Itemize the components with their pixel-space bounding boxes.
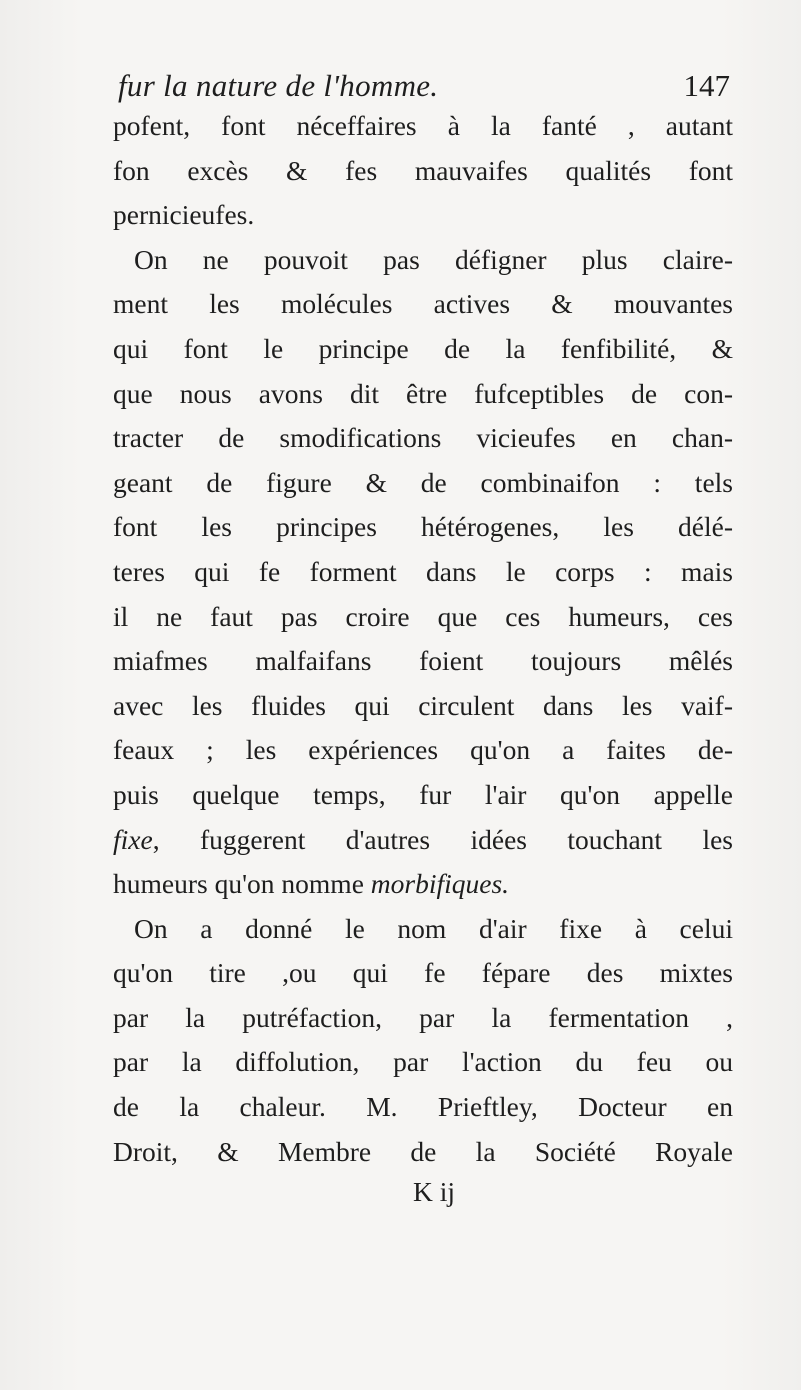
text-line: font les principes hétérogenes, les délé-: [113, 511, 733, 543]
text-line: avec les fluides qui circulent dans les vaif-: [113, 689, 733, 721]
text-line: fon excès & fes mauvaifes qualités font: [113, 154, 733, 186]
italic-term: morbifiques.: [370, 868, 510, 900]
text-line: [113, 862, 733, 907]
text-line: On ne pouvoit pas défigner plus claire-: [134, 243, 733, 275]
text-line: de la chaleur. M. Prieftley, Docteur en: [113, 1091, 733, 1123]
text-line: pofent, font néceffaires à la fanté , autant: [113, 110, 733, 141]
text-line: qui font le principe de la fenfibilité, &: [113, 332, 733, 364]
text-line: [113, 818, 733, 863]
page-header: [118, 68, 730, 108]
text-line: qu'on tire ,ou qui fe fépare des mixtes: [113, 957, 733, 989]
text-segment: , fuggerent d'autres idées touchant les: [152, 823, 733, 855]
text-line: teres qui fe forment dans le corps : mais: [113, 555, 733, 587]
text-line: tracter de smodifications vicieufes en chan-: [113, 422, 733, 454]
text-line: par la diffolution, par l'action du feu ou: [113, 1046, 733, 1078]
text-line: geant de figure & de combinaifon : tels: [113, 466, 733, 498]
text-line: il ne faut pas croire que ces humeurs, ces: [113, 600, 733, 632]
italic-term: fixe: [113, 823, 153, 855]
text-line: feaux ; les expériences qu'on a faites de-: [113, 734, 733, 766]
text-line: ment les molécules actives & mouvantes: [113, 288, 733, 320]
text-line: Droit, & Membre de la Société Royale: [113, 1135, 733, 1167]
text-line: que nous avons dit être fufceptibles de con-: [113, 377, 733, 409]
body-text: [113, 104, 733, 1215]
text-line: par la putréfaction, par la fermentation ,: [113, 1001, 733, 1033]
text-line: puis quelque temps, fur l'air qu'on appelle: [113, 778, 733, 810]
page-number: 147: [683, 68, 730, 103]
text-line: miafmes malfaifans foient toujours mêlés: [113, 645, 733, 677]
text-line: pernicieufes.: [113, 199, 255, 231]
signature-mark: K ij: [412, 1176, 455, 1208]
text-segment: humeurs qu'on nomme: [113, 868, 371, 900]
text-line: On a donné le nom d'air fixe à celui: [134, 912, 733, 944]
running-title: fur la nature de l'homme.: [118, 68, 439, 103]
